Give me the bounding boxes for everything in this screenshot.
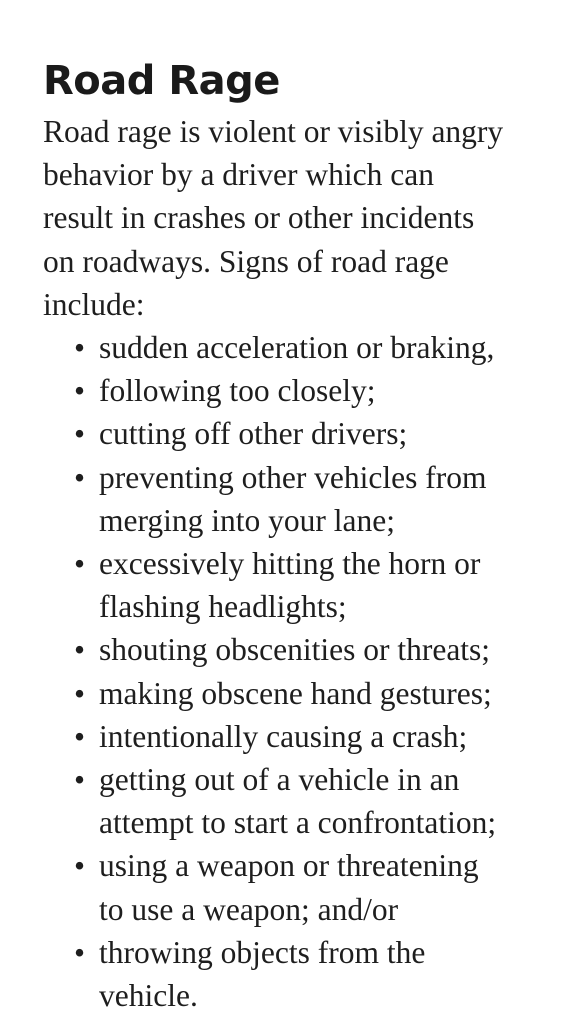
- list-item: [43, 715, 579, 758]
- list-item-line: excessively hitting the horn or: [99, 546, 481, 582]
- page-title: Road Rage: [43, 58, 280, 104]
- document: [43, 54, 579, 1017]
- bullet-icon: •: [74, 546, 86, 582]
- intro-line: include:: [43, 286, 145, 322]
- list-item-line: following too closely;: [99, 373, 376, 409]
- list-item: [43, 326, 579, 369]
- bullet-icon: •: [74, 416, 86, 452]
- list-item: [43, 369, 579, 412]
- list-item: [43, 628, 579, 671]
- list-item: [43, 758, 579, 844]
- bullet-icon: •: [74, 934, 86, 970]
- list-item-line: merging into your lane;: [99, 502, 395, 538]
- bullet-icon: •: [74, 459, 86, 495]
- list-item: [43, 412, 579, 455]
- list-item: [43, 844, 579, 930]
- list-item-line: getting out of a vehicle in an: [99, 762, 460, 798]
- list-item: [43, 456, 579, 542]
- list-item-line: vehicle.: [99, 978, 198, 1014]
- list-item-line: flashing headlights;: [99, 589, 347, 625]
- list-item-line: using a weapon or threatening: [99, 848, 479, 884]
- intro-line: behavior by a driver which can: [43, 157, 434, 193]
- bullet-icon: •: [74, 675, 86, 711]
- list-item-line: making obscene hand gestures;: [99, 675, 492, 711]
- intro-line: result in crashes or other incidents: [43, 200, 475, 236]
- list-item-line: attempt to start a confrontation;: [99, 805, 497, 841]
- list-item-line: shouting obscenities or threats;: [99, 632, 491, 668]
- intro-line: on roadways. Signs of road rage: [43, 243, 449, 279]
- bullet-icon: •: [74, 330, 86, 366]
- list-item: [43, 542, 579, 628]
- road-rage-signs-list: [43, 326, 579, 1017]
- list-item: [43, 672, 579, 715]
- list-item-line: intentionally causing a crash;: [99, 718, 468, 754]
- list-item: [43, 931, 579, 1017]
- list-item-line: to use a weapon; and/or: [99, 891, 399, 927]
- bullet-icon: •: [74, 373, 86, 409]
- intro-line: Road rage is violent or visibly angry: [43, 114, 504, 149]
- bullet-icon: •: [74, 718, 86, 754]
- list-item-line: throwing objects from the: [99, 934, 426, 970]
- list-item-line: cutting off other drivers;: [99, 416, 408, 452]
- bullet-icon: •: [74, 848, 86, 884]
- bullet-icon: •: [74, 632, 86, 668]
- bullet-icon: •: [74, 762, 86, 798]
- list-item-line: sudden acceleration or braking,: [99, 330, 495, 366]
- list-item-line: preventing other vehicles from: [99, 459, 487, 495]
- intro-paragraph: [43, 110, 579, 326]
